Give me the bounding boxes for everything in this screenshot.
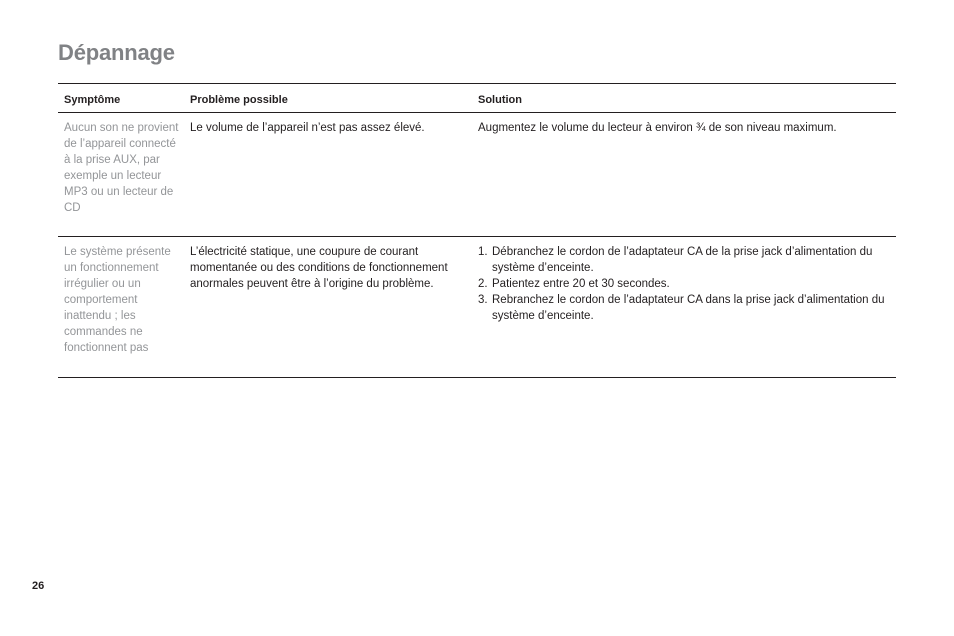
solution-step xyxy=(478,292,892,324)
solution-step xyxy=(478,276,892,292)
step-number: 2. xyxy=(478,278,488,290)
solution-steps-list xyxy=(478,244,892,324)
solution-cell: Augmentez le volume du lecteur à environ ¾ de son niveau maximum. xyxy=(478,122,837,134)
table-row xyxy=(58,113,896,237)
troubleshooting-table xyxy=(58,83,896,378)
symptom-cell: Aucun son ne provient de l’appareil connecté à la prise AUX, par exemple un lecteur MP3 ou un lecteur de CD xyxy=(64,122,179,214)
table-row xyxy=(58,237,896,378)
step-text: Rebranchez le cordon de l’adaptateur CA dans la prise jack d’alimentation du système d’enceinte. xyxy=(492,294,885,322)
problem-cell: L’électricité statique, une coupure de courant momentanée ou des conditions de fonctionnement anormales peuvent être à l’origine du problème. xyxy=(190,246,448,290)
solution-cell xyxy=(478,237,896,377)
page-title: Dépannage xyxy=(58,40,175,65)
header-problem: Problème possible xyxy=(190,94,288,106)
step-number: 3. xyxy=(478,294,488,306)
symptom-cell: Le système présente un fonctionnement irrégulier ou un comportement inattendu ; les commandes ne fonctionnent pas xyxy=(64,246,171,354)
table-header-row xyxy=(58,84,896,113)
problem-cell: Le volume de l’appareil n’est pas assez élevé. xyxy=(190,122,425,134)
step-text: Débranchez le cordon de l’adaptateur CA de la prise jack d’alimentation du système d’enceinte. xyxy=(492,246,873,274)
page-number: 26 xyxy=(32,580,45,592)
header-symptom: Symptôme xyxy=(64,94,121,106)
solution-step xyxy=(478,244,892,276)
step-text: Patientez entre 20 et 30 secondes. xyxy=(492,278,670,290)
step-number: 1. xyxy=(478,246,488,258)
header-solution: Solution xyxy=(478,94,522,106)
